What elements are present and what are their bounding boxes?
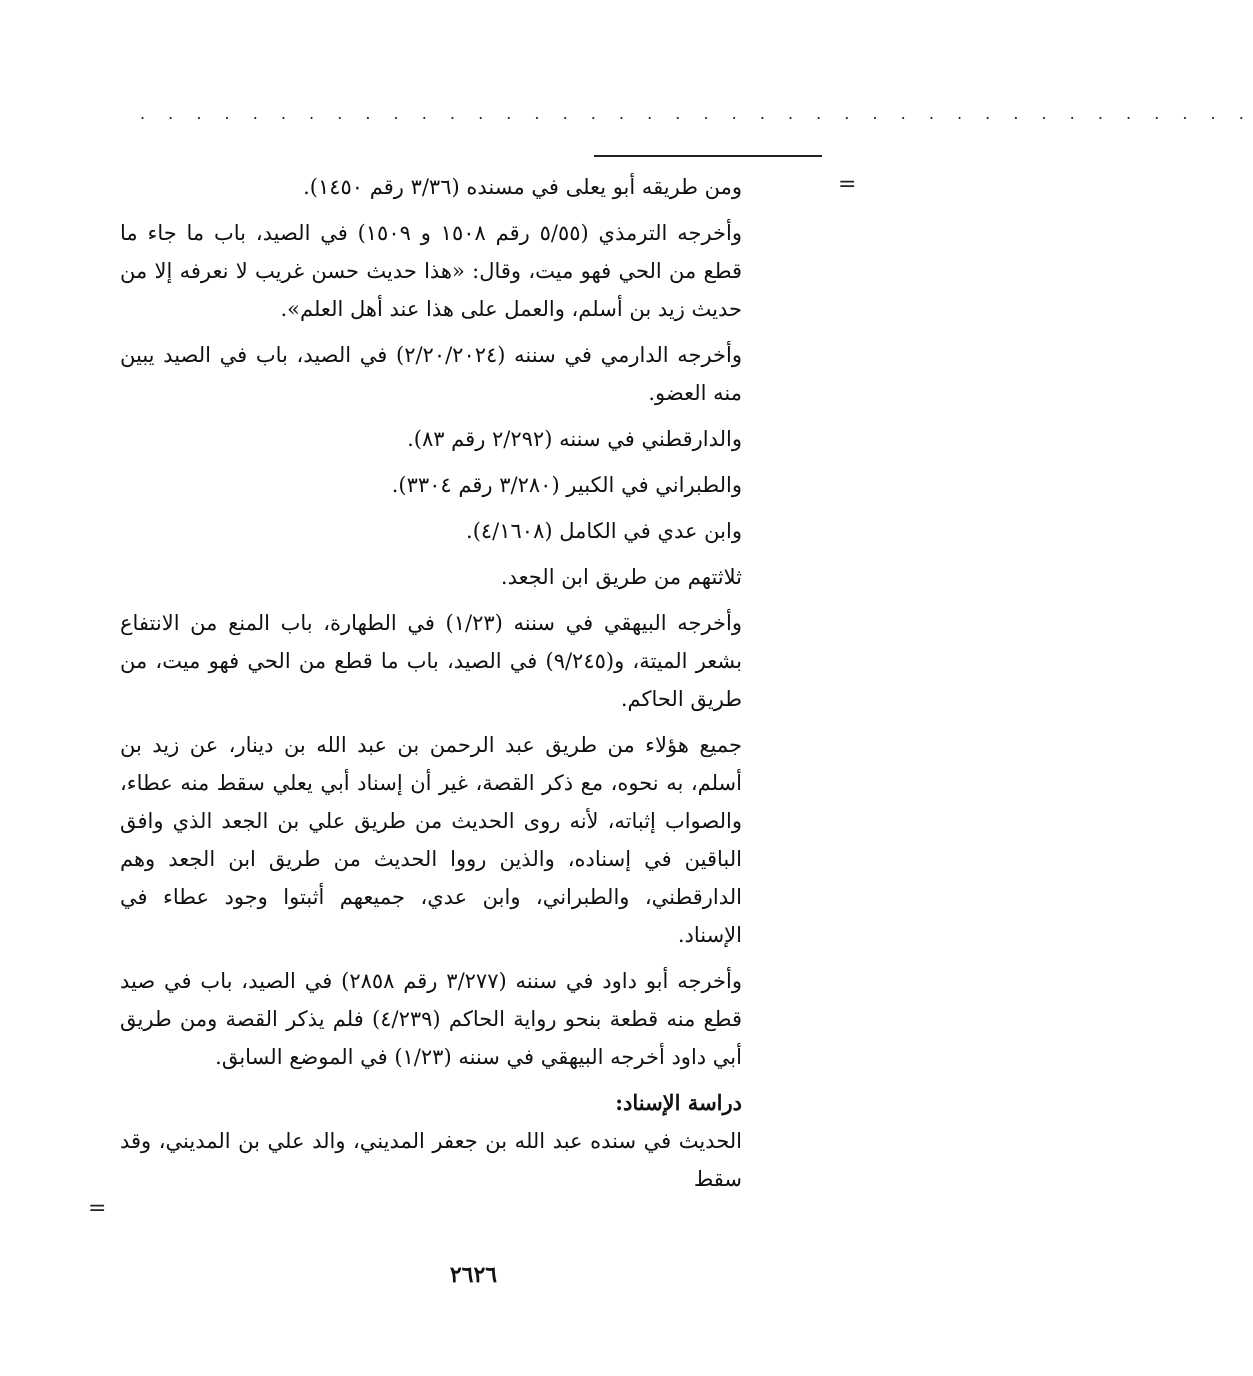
paragraph-abu-yala: ومن طريقه أبو يعلى في مسنده (٣/٣٦ رقم ١٤٥٠). xyxy=(303,175,742,199)
footnote-rule xyxy=(594,155,822,157)
dotted-separator: . . . . . . . . . . . . . . . . . . . . . . . . . . . . . . . . . . . . . . . . xyxy=(140,104,1253,123)
paragraph-bayhaqi: وأخرجه البيهقي في سننه (١/٢٣) في الطهارة، باب المنع من الانتفاع بشعر الميتة، و(٩/٢٤٥) في الصيد، باب ما قطع من الحي فهو ميت، من طريق الحاكم. xyxy=(120,611,742,711)
paragraph-darimi: وأخرجه الدارمي في سننه (٢/٢٠/٢٠٢٤) في الصيد، باب في الصيد يبين منه العضو. xyxy=(120,343,742,405)
page-number: ٢٦٢٦ xyxy=(449,1262,498,1288)
paragraph-abu-dawud: وأخرجه أبو داود في سننه (٣/٢٧٧ رقم ٢٨٥٨) في الصيد، باب في صيد قطع منه قطعة بنحو رواية الحاكم (٤/٢٣٩) فلم يذكر القصة ومن طريق أبي داود أخرجه البيهقي في سننه (١/٢٣) في الموضع السابق. xyxy=(120,969,743,1069)
paragraph-ibn-jaad: ثلاثتهم من طريق ابن الجعد. xyxy=(500,565,742,589)
paragraph-tabarani: والطبراني في الكبير (٣/٢٨٠ رقم ٣٣٠٤). xyxy=(391,473,742,497)
paragraph-daraqutni: والدارقطني في سننه (٢/٢٩٢ رقم ٨٣). xyxy=(407,427,742,451)
footnote-body xyxy=(120,168,742,1198)
continuation-marker-top: = xyxy=(838,172,857,197)
section-heading: دراسة الإسناد: xyxy=(615,1090,742,1115)
continuation-marker-bottom: = xyxy=(88,1196,107,1221)
paragraph-all-routes: جميع هؤلاء من طريق عبد الرحمن بن عبد الله بن دينار، عن زيد بن أسلم، به نحوه، مع ذكر القصة، غير أن إسناد أبي يعلي سقط منه عطاء، والصواب إثباته، لأنه روى الحديث من طريق علي بن الجعد الذي وافق الباقين في إسناده، والذين رووا الحديث من طريق ابن الجعد وهم الدارقطني، والطبراني، وابن عدي، جميعهم أثبتوا وجود عطاء في الإسناد. xyxy=(120,733,742,947)
paragraph-final-line: الحديث في سنده عبد الله بن جعفر المديني، والد علي بن المديني، وقد سقط xyxy=(120,1129,742,1191)
paragraph-tirmidhi: وأخرجه الترمذي (٥/٥٥ رقم ١٥٠٨ و ١٥٠٩) في الصيد، باب ما جاء ما قطع من الحي فهو ميت، وقال: «هذا حديث حسن غريب لا نعرفه إلا من حديث زيد بن أسلم، والعمل على هذا عند أهل العلم». xyxy=(120,221,742,321)
paragraph-ibn-adi: وابن عدي في الكامل (٤/١٦٠٨). xyxy=(466,519,742,543)
